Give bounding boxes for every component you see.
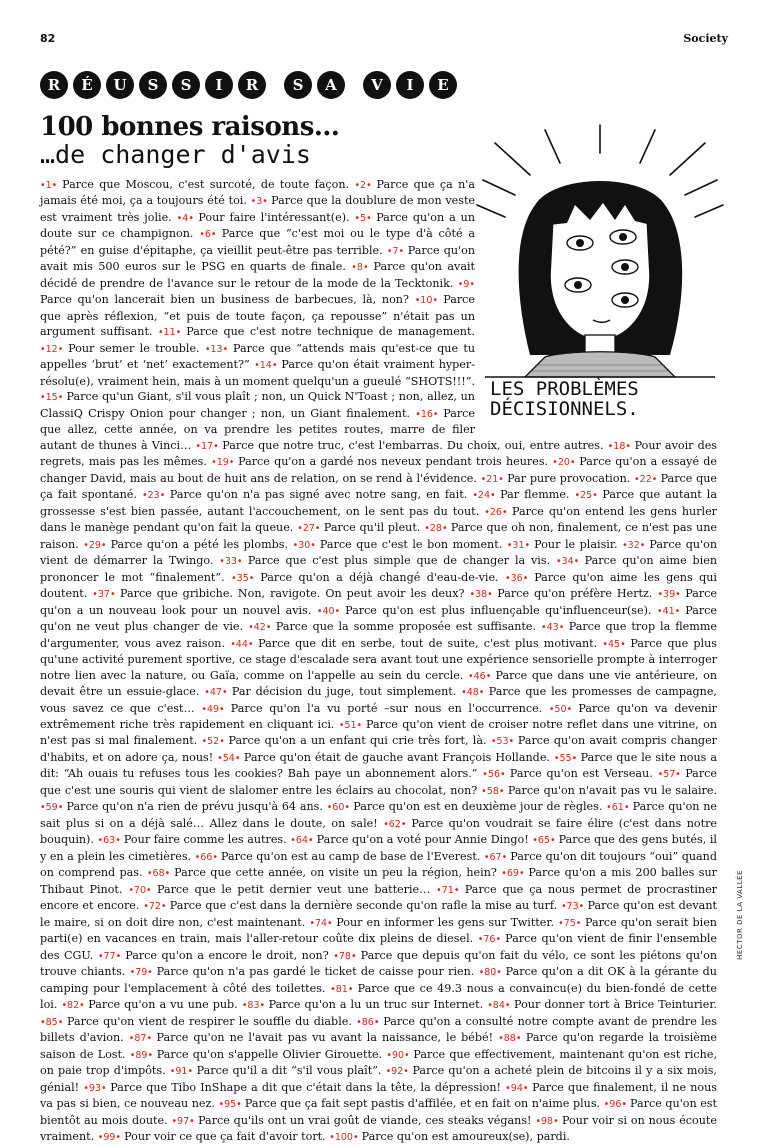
- reason-item: [98, 1130, 326, 1143]
- reason-text: Parce qu'on a voté pour Annie Dingo!: [316, 833, 529, 847]
- reason-item: [481, 472, 631, 485]
- reason-number: •64•: [290, 835, 317, 847]
- reason-text: Parce qu'on est devant le maire, si on doit dire non, c'est maintenant.: [40, 899, 717, 929]
- reason-item: [171, 1114, 531, 1127]
- reason-item: [195, 439, 603, 452]
- reason-number: •95•: [218, 1099, 245, 1111]
- reason-text: Parce qu'on a déjà changé d'eau-de-vie.: [260, 570, 499, 584]
- reason-number: •75•: [558, 917, 585, 929]
- reason-text: Parce qu'on a vu une pub.: [88, 998, 238, 1012]
- reason-number: •8•: [351, 262, 374, 274]
- reason-text: Parce que trop la flemme d'argumenter, vous avez raison.: [40, 620, 717, 650]
- reason-item: [327, 800, 603, 813]
- reason-number: •77•: [97, 950, 126, 962]
- reason-text: Parce que ça fait spontané.: [40, 471, 717, 502]
- reason-number: •33•: [219, 556, 248, 568]
- reason-text: Parce qu'on est plus influençable qu'influenceur(se).: [345, 603, 652, 617]
- reason-text: Parce que gribiche. Non, ravigote. On peut avoir les deux?: [120, 587, 465, 601]
- reason-number: •81•: [330, 983, 358, 995]
- reason-item: [211, 455, 548, 468]
- reason-text: Parce qu'on n'a pas signé avec notre sang, en fait.: [169, 488, 468, 502]
- reason-item: [201, 702, 542, 715]
- rubric-letter: V: [363, 71, 391, 99]
- reason-number: •5•: [354, 212, 377, 224]
- reason-number: •12•: [40, 343, 69, 355]
- reason-text: Pour faire l'intéressant(e).: [198, 210, 350, 224]
- reason-text: Parce qu'on vient de démarrer la Twingo.: [40, 537, 717, 568]
- reason-text: Parce qu'on est en deuxième jour de règles.: [353, 800, 603, 814]
- reason-text: Parce qu'on vient de finir l'ensemble des CGU.: [40, 932, 718, 962]
- reason-text: Parce qu'on a essayé de changer David, mais au bout de huit ans de relation, on se rend à l'évidence.: [40, 455, 717, 485]
- reason-item: [40, 800, 323, 813]
- reason-text: Parce que ce 49.3 nous a convaincu(e) du bien-fondé de cette loi.: [40, 981, 717, 1012]
- reason-text: Parce qu'on va devenir extrêmement riche très rapidement en cliquant ici.: [40, 701, 717, 731]
- reason-item: [177, 211, 350, 224]
- reason-text: Parce qu'on a un nouveau look pour un nouvel avis.: [40, 587, 717, 617]
- reason-text: Parce que c'est le bon moment.: [319, 537, 503, 551]
- reason-text: Parce que dans une vie antérieure, on devait être un essuie-glace.: [40, 668, 717, 699]
- reason-text: Parce qu'on est amoureux(se), pardi.: [361, 1130, 570, 1144]
- reason-item: [158, 325, 475, 338]
- reason-item: [143, 899, 557, 912]
- reason-text: Parce qu'on avait compris changer d'habits, et on adore ça, nous!: [40, 734, 717, 764]
- reason-number: •43•: [541, 622, 569, 634]
- reason-number: •79•: [129, 967, 157, 979]
- reason-item: [297, 521, 420, 534]
- reason-number: •28•: [424, 523, 451, 535]
- reason-text: Parce qu'on vient de croiser notre reflet dans une vitrine, on n'est pas si mal finalement.: [40, 717, 717, 748]
- reason-text: Parce que c'est dans la dernière seconde qu'on rafle la mise au turf.: [169, 899, 558, 913]
- reason-number: •46•: [468, 670, 496, 682]
- reason-number: •17•: [195, 440, 223, 452]
- reason-item: [83, 538, 288, 551]
- reason-number: •78•: [333, 950, 361, 962]
- reason-number: •57•: [657, 769, 686, 781]
- reason-number: •93•: [83, 1082, 111, 1094]
- reason-text: Parce qu'on était vraiment hyper-résolu(e), vraiment hein, mais à un moment quelqu'un a gueulé “SHOTS!!!”.: [40, 358, 475, 388]
- rubric-letter: U: [106, 71, 134, 99]
- reason-text: Parce qu'on voudrait se faire élire (c'est dans notre bouquin).: [40, 816, 718, 847]
- reason-text: Parce qu'on a consulté notre compte avant de prendre les billets d'avion.: [40, 1014, 717, 1045]
- reason-text: Parce que après réflexion, “et puis de toute façon, ça repousse” n'était pas un argument suffisant.: [40, 293, 475, 339]
- rubric-letter: É: [73, 71, 101, 99]
- reason-item: [129, 1031, 493, 1044]
- reason-item: [293, 538, 503, 551]
- illustration-caption-line2: DÉCISIONNELS.: [490, 398, 639, 420]
- reason-text: Parce que le site nous a dit: “Ah ouais tu refuses tous les cookies? Bah paye un abonnement alors.”: [40, 750, 717, 781]
- reason-number: •1•: [40, 180, 63, 191]
- reason-text: Parce qu'on l'a vu porté –sur nous en l'occurrence.: [230, 701, 543, 715]
- reason-number: •20•: [552, 457, 580, 469]
- reason-number: •50•: [548, 703, 579, 715]
- reason-number: •42•: [248, 622, 276, 634]
- reason-text: Parce qu'on a pété les plombs.: [110, 537, 289, 551]
- reason-item: [98, 833, 287, 846]
- reason-item: [204, 685, 456, 698]
- reason-text: Parce qu'on s'appelle Olivier Girouette.: [156, 1047, 383, 1061]
- reason-text: Parce que oh non, finalement, ce n'est pas une raison.: [40, 521, 718, 551]
- reason-item: [83, 1081, 501, 1094]
- reason-number: •7•: [386, 245, 408, 257]
- reason-number: •76•: [477, 934, 506, 946]
- reason-text: Parce que depuis qu'on fait du vélo, ce sont les piétons qu'on trouve chiants.: [40, 948, 717, 979]
- reason-text: Par pure provocation.: [507, 471, 631, 485]
- reason-number: •34•: [555, 556, 585, 568]
- reason-number: •21•: [480, 473, 508, 485]
- reason-item: [130, 1048, 382, 1061]
- reason-text: Parce qu'ils ont un vrai goût de viande, ces steaks végans!: [198, 1113, 532, 1127]
- article-title: 100 bonnes raisons…: [40, 112, 340, 142]
- reason-number: •59•: [40, 802, 67, 814]
- reason-number: •70•: [128, 884, 157, 896]
- reason-number: •29•: [83, 539, 111, 551]
- rubric-gap: [271, 71, 279, 99]
- article-subtitle: …de changer d'avis: [40, 140, 311, 169]
- reason-item: [472, 488, 569, 501]
- reason-item: [469, 587, 652, 600]
- reason-number: •96•: [603, 1099, 631, 1111]
- reason-text: Parce que cette année, on visite un peu la région, hein?: [174, 866, 497, 880]
- reason-number: •66•: [194, 851, 221, 863]
- reason-item: [230, 637, 597, 650]
- reason-text: Parce qu'on avait décidé de prendre de l'avance sur le retour de la mode de la Tecktonik.: [40, 260, 475, 290]
- reason-text: Parce qu'il a dit “s'il vous plaît”.: [196, 1064, 382, 1078]
- reason-text: Pour avoir des regrets, mais pas les mêmes.: [40, 438, 718, 469]
- reason-item: [170, 1064, 382, 1077]
- reason-number: •85•: [40, 1016, 68, 1028]
- reason-text: Parce qu'on ne veut plus changer de vie.: [40, 603, 717, 634]
- reason-text: Parce qu'on aime les gens qui doutent.: [40, 570, 717, 601]
- reason-item: [40, 178, 349, 191]
- reason-item: [130, 965, 475, 978]
- reason-number: •58•: [481, 785, 508, 797]
- reason-number: •62•: [383, 818, 412, 830]
- reason-number: •56•: [482, 769, 510, 781]
- reason-text: Parce qu'un Giant, s'il vous plaît ; non, un Quick N'Toast ; non, allez, un ClassiQ Crispy Onion pour changer ; non, un Giant finalement.: [40, 390, 475, 420]
- reason-number: •92•: [385, 1066, 413, 1078]
- reason-text: Parce que ça nous permet de procrastiner encore et encore.: [40, 882, 718, 913]
- reason-text: Parce qu'on dit toujours “oui” quand on comprend pas.: [40, 849, 717, 880]
- reason-number: •71•: [436, 884, 465, 896]
- reason-number: •82•: [61, 1000, 89, 1012]
- reason-item: [219, 554, 550, 567]
- reason-item: [231, 571, 499, 584]
- reason-number: •45•: [602, 638, 631, 650]
- rubric-letter: A: [317, 71, 345, 99]
- rubric-letter: S: [284, 71, 312, 99]
- rubric-letter: I: [396, 71, 424, 99]
- reason-item: [317, 604, 652, 617]
- reason-text: Parce que le petit dernier veut une batterie…: [156, 882, 431, 896]
- reason-text: Parce qu'on a acheté plein de bitcoins il y a six mois, génial!: [40, 1064, 717, 1094]
- reason-text: Parce qu'il pleut.: [323, 521, 421, 535]
- reason-number: •26•: [484, 506, 513, 518]
- page-number: 82: [40, 32, 56, 45]
- reason-item: [61, 998, 237, 1011]
- reason-text: Parce que autant la grossesse s'est bien passée, autant l'accouchement, on le sent pas du tout.: [40, 488, 717, 518]
- reason-number: •69•: [501, 868, 529, 880]
- reason-number: •52•: [201, 736, 229, 748]
- reason-text: Parce qu'on a encore le droit, non?: [125, 948, 329, 962]
- section-rubric: [40, 71, 457, 99]
- reason-number: •16•: [415, 408, 444, 420]
- reason-number: •22•: [634, 473, 661, 485]
- reason-text: Parce que c'est plus simple que de changer la vis.: [247, 554, 551, 568]
- reason-text: Parce qu'on a un doute sur ce champignon.: [40, 210, 475, 241]
- reason-text: Parce qu'on est bientôt au mois doute.: [40, 1097, 718, 1127]
- reason-number: •84•: [487, 1000, 515, 1012]
- reason-text: Parce qu'on a un enfant qui crie très fort, là.: [228, 734, 487, 748]
- rubric-letter: I: [205, 71, 233, 99]
- reason-text: Par décision du juge, tout simplement.: [231, 685, 457, 699]
- reason-number: •83•: [241, 1000, 269, 1012]
- page-header: [40, 32, 728, 48]
- reason-text: Parce qu'on préfère Hertz.: [497, 587, 653, 601]
- reason-number: •61•: [606, 802, 633, 814]
- reason-number: •90•: [386, 1049, 414, 1061]
- reason-number: •91•: [169, 1066, 197, 1078]
- reason-text: Parce que “c'est moi ou le type d'à côté a pété?” en guise d'épitaphe, ça vieillit peut-être pas terrible.: [40, 227, 475, 257]
- reason-text: Pour faire comme les autres.: [123, 833, 287, 847]
- reason-text: Parce que la somme proposée est suffisante.: [275, 620, 536, 634]
- reason-number: •88•: [498, 1033, 526, 1045]
- reason-number: •51•: [338, 719, 367, 731]
- reason-item: [481, 784, 717, 797]
- reason-text: Parce que dit en serbe, tout de suite, c'est plus motivant.: [258, 636, 598, 650]
- reason-text: Parce que la doublure de mon veste est vraiment très jolie.: [40, 194, 476, 224]
- reason-text: Parce qu'on regarde la troisième saison de Lost.: [40, 1031, 718, 1061]
- rubric-letter: R: [40, 71, 68, 99]
- reason-text: Parce que finalement, il ne nous va pas si bien, ce nouveau nez.: [40, 1080, 717, 1111]
- reason-number: •11•: [157, 327, 187, 339]
- reason-item: [142, 488, 467, 501]
- magazine-name: Society: [683, 32, 728, 45]
- illustration-space: [475, 177, 717, 429]
- reason-number: •47•: [204, 687, 232, 699]
- reason-text: Parce que c'est notre technique de management.: [186, 325, 475, 339]
- reason-text: Parce que Tibo InShape a dit que c'était dans la tête, la dépression!: [110, 1080, 502, 1094]
- reason-number: •54•: [217, 752, 244, 764]
- reason-number: •97•: [171, 1115, 199, 1127]
- reason-number: •68•: [146, 868, 175, 880]
- reason-item: [507, 538, 618, 551]
- reason-text: Par flemme.: [500, 488, 570, 502]
- reason-number: •24•: [472, 490, 501, 502]
- reason-number: •72•: [143, 901, 170, 913]
- reason-text: Parce que allez, cette année, on va prendre les petites routes, marre de filer autant de thunes à Vinci…: [40, 406, 476, 452]
- reason-number: •37•: [92, 589, 121, 601]
- rubric-letter: R: [238, 71, 266, 99]
- reason-number: •14•: [254, 360, 282, 372]
- reason-number: •41•: [656, 605, 686, 617]
- reason-number: •48•: [461, 687, 489, 699]
- reason-item: [487, 998, 717, 1011]
- reason-text: Pour voir si on nous écoute vraiment.: [40, 1113, 717, 1144]
- reason-number: •80•: [478, 967, 506, 979]
- reason-number: •15•: [40, 392, 67, 404]
- reason-number: •98•: [535, 1115, 562, 1127]
- reason-number: •9•: [457, 278, 475, 290]
- photo-credit: HECTOR DE LA VALLÉE: [736, 870, 744, 960]
- reason-text: Parce qu'on avait mis 500 euros sur le PSG en quarts de finale.: [40, 243, 476, 274]
- reason-item: [482, 767, 652, 780]
- reason-item: [202, 734, 487, 747]
- reason-text: Parce que Moscou, c'est surcoté, de toute façon.: [62, 178, 350, 191]
- rubric-letter: E: [429, 71, 457, 99]
- reason-text: Parce qu'on entend les gens hurler dans le manège pendant qu'on fait la queue.: [40, 504, 718, 535]
- reason-text: Parce qu'on n'avait pas vu le salaire.: [507, 783, 717, 797]
- reason-text: Parce que ça n'a jamais été moi, ça a toujours été toi.: [40, 178, 475, 208]
- reason-number: •74•: [309, 917, 337, 929]
- reason-number: •87•: [128, 1033, 157, 1045]
- reason-text: Parce qu'on a dit OK à la gérante du camping pour l'emplacement à côté des toilettes.: [40, 965, 717, 995]
- reason-text: Parce qu'on ne l'avait pas vu avant la naissance, le bébé!: [156, 1031, 494, 1045]
- reason-item: [195, 850, 481, 863]
- reason-item: [98, 949, 329, 962]
- reason-item: [242, 998, 483, 1011]
- reason-number: •18•: [607, 440, 635, 452]
- reason-text: Parce que c'est une souris qui vient de slalomer entre les éclairs au chocolat, non?: [40, 767, 717, 797]
- reason-number: •36•: [505, 572, 535, 584]
- reason-number: •49•: [201, 703, 231, 715]
- rubric-gap: [350, 71, 358, 99]
- reason-number: •3•: [250, 196, 272, 208]
- reason-text: Parce que ça fait sept pastis d'affilée, et en fait on n'aime plus.: [244, 1097, 601, 1111]
- reason-number: •86•: [356, 1016, 384, 1028]
- reason-text: Parce qu'on est au camp de base de l'Everest.: [220, 849, 481, 863]
- reason-text: Parce qu'on est Verseau.: [509, 767, 653, 781]
- reason-text: Parce que plus qu'une activité purement sportive, ce stage d'escalade sera avant tout une expérience sensorielle prompte à interroger notre lien avec la nature, ou Gaïa, comme on l'appelle au sein du cercle.: [40, 636, 717, 682]
- reason-text: Parce qu'on serait bien parti(e) en vacances en train, mais l'aller-retour coûte dix pleins de diesel.: [40, 915, 717, 946]
- reason-item: [329, 1130, 570, 1143]
- reason-text: Parce qu'on a gardé nos neveux pendant trois heures.: [238, 455, 549, 469]
- reason-text: Parce qu'on lancerait bien un business de barbecues, là, non?: [40, 293, 409, 307]
- reason-item: [217, 751, 550, 764]
- reason-item: [309, 916, 554, 929]
- reason-number: •23•: [142, 490, 170, 502]
- reason-number: •6•: [199, 229, 222, 241]
- reason-number: •25•: [574, 490, 603, 502]
- reason-text: Pour voir ce que ça fait d'avoir tort.: [124, 1130, 326, 1144]
- reason-number: •55•: [553, 752, 581, 764]
- reason-text: Pour en informer les gens sur Twitter.: [336, 915, 555, 929]
- reason-number: •32•: [622, 539, 650, 551]
- reason-number: •38•: [469, 589, 498, 601]
- reason-item: [40, 390, 475, 419]
- reason-item: [92, 587, 464, 600]
- reason-item: [290, 833, 528, 846]
- reason-text: Parce qu'on n'a rien de prévu jusqu'à 64 ans.: [66, 800, 323, 814]
- reason-text: Parce qu'on ne sait plus si on a déjà salé… Allez dans le doute, on sale!: [40, 800, 717, 830]
- reason-number: •31•: [506, 539, 535, 551]
- reason-item: [128, 883, 430, 896]
- reason-number: •40•: [316, 605, 346, 617]
- reason-number: •73•: [560, 901, 588, 913]
- rubric-letter: S: [139, 71, 167, 99]
- reason-number: •100•: [329, 1132, 362, 1144]
- reason-text: Parce que effectivement, maintenant qu'on est riche, on paie trop d'impôts.: [40, 1047, 717, 1078]
- reason-number: •30•: [292, 539, 320, 551]
- reason-text: Parce qu'on a mis 200 balles sur Thibaut Pinot.: [40, 866, 717, 896]
- reason-number: •27•: [297, 523, 324, 535]
- reason-text: Parce qu'on vient de respirer le souffle du diable.: [67, 1014, 352, 1028]
- reason-item: [40, 1015, 352, 1028]
- reason-item: [248, 620, 536, 633]
- reason-text: Parce que “attends mais qu'est-ce que tu appelles ‘brut’ et ‘net’ exactement?”: [40, 341, 475, 372]
- reason-number: •10•: [414, 295, 444, 307]
- reason-number: •53•: [490, 736, 518, 748]
- reason-number: •44•: [230, 638, 259, 650]
- reason-number: •60•: [326, 802, 354, 814]
- reason-text: Parce qu'on n'a pas gardé le ticket de caisse pour rien.: [156, 965, 475, 979]
- reason-item: [40, 342, 200, 355]
- rubric-letter: S: [172, 71, 200, 99]
- reason-number: •99•: [97, 1132, 125, 1144]
- reason-number: •63•: [97, 835, 124, 847]
- reason-text: Parce qu'on a lu un truc sur Internet.: [268, 998, 484, 1012]
- reason-item: [218, 1097, 600, 1110]
- reason-number: •89•: [129, 1049, 157, 1061]
- reason-text: Pour le plaisir.: [534, 537, 618, 551]
- reason-number: •19•: [211, 457, 239, 469]
- reason-text: Parce qu'on aime bien prononcer le mot “finalement”.: [40, 554, 717, 584]
- reasons-list: [40, 177, 718, 1144]
- reason-number: •13•: [204, 343, 233, 355]
- reason-text: Pour donner tort à Brice Teinturier.: [514, 998, 717, 1012]
- reason-text: Pour semer le trouble.: [68, 341, 200, 355]
- reason-text: Parce que les promesses de campagne, vous savez ce que c'est…: [40, 685, 717, 715]
- reason-number: •65•: [532, 835, 559, 847]
- illustration-caption-line1: LES PROBLÈMES: [490, 378, 639, 400]
- reason-text: Parce qu'on était de gauche avant François Hollande.: [243, 750, 550, 764]
- reason-number: •94•: [505, 1082, 533, 1094]
- reason-number: •35•: [231, 572, 261, 584]
- reason-number: •2•: [354, 180, 377, 191]
- reason-text: Parce que des gens butés, il y en a plein les cimetières.: [40, 833, 717, 863]
- reason-item: [147, 866, 497, 879]
- reason-text: Parce que notre truc, c'est l'embarras. Du choix, oui, entre autres.: [222, 438, 604, 452]
- reason-number: •4•: [176, 212, 199, 224]
- reason-number: •67•: [483, 851, 511, 863]
- reason-number: •39•: [657, 589, 686, 601]
